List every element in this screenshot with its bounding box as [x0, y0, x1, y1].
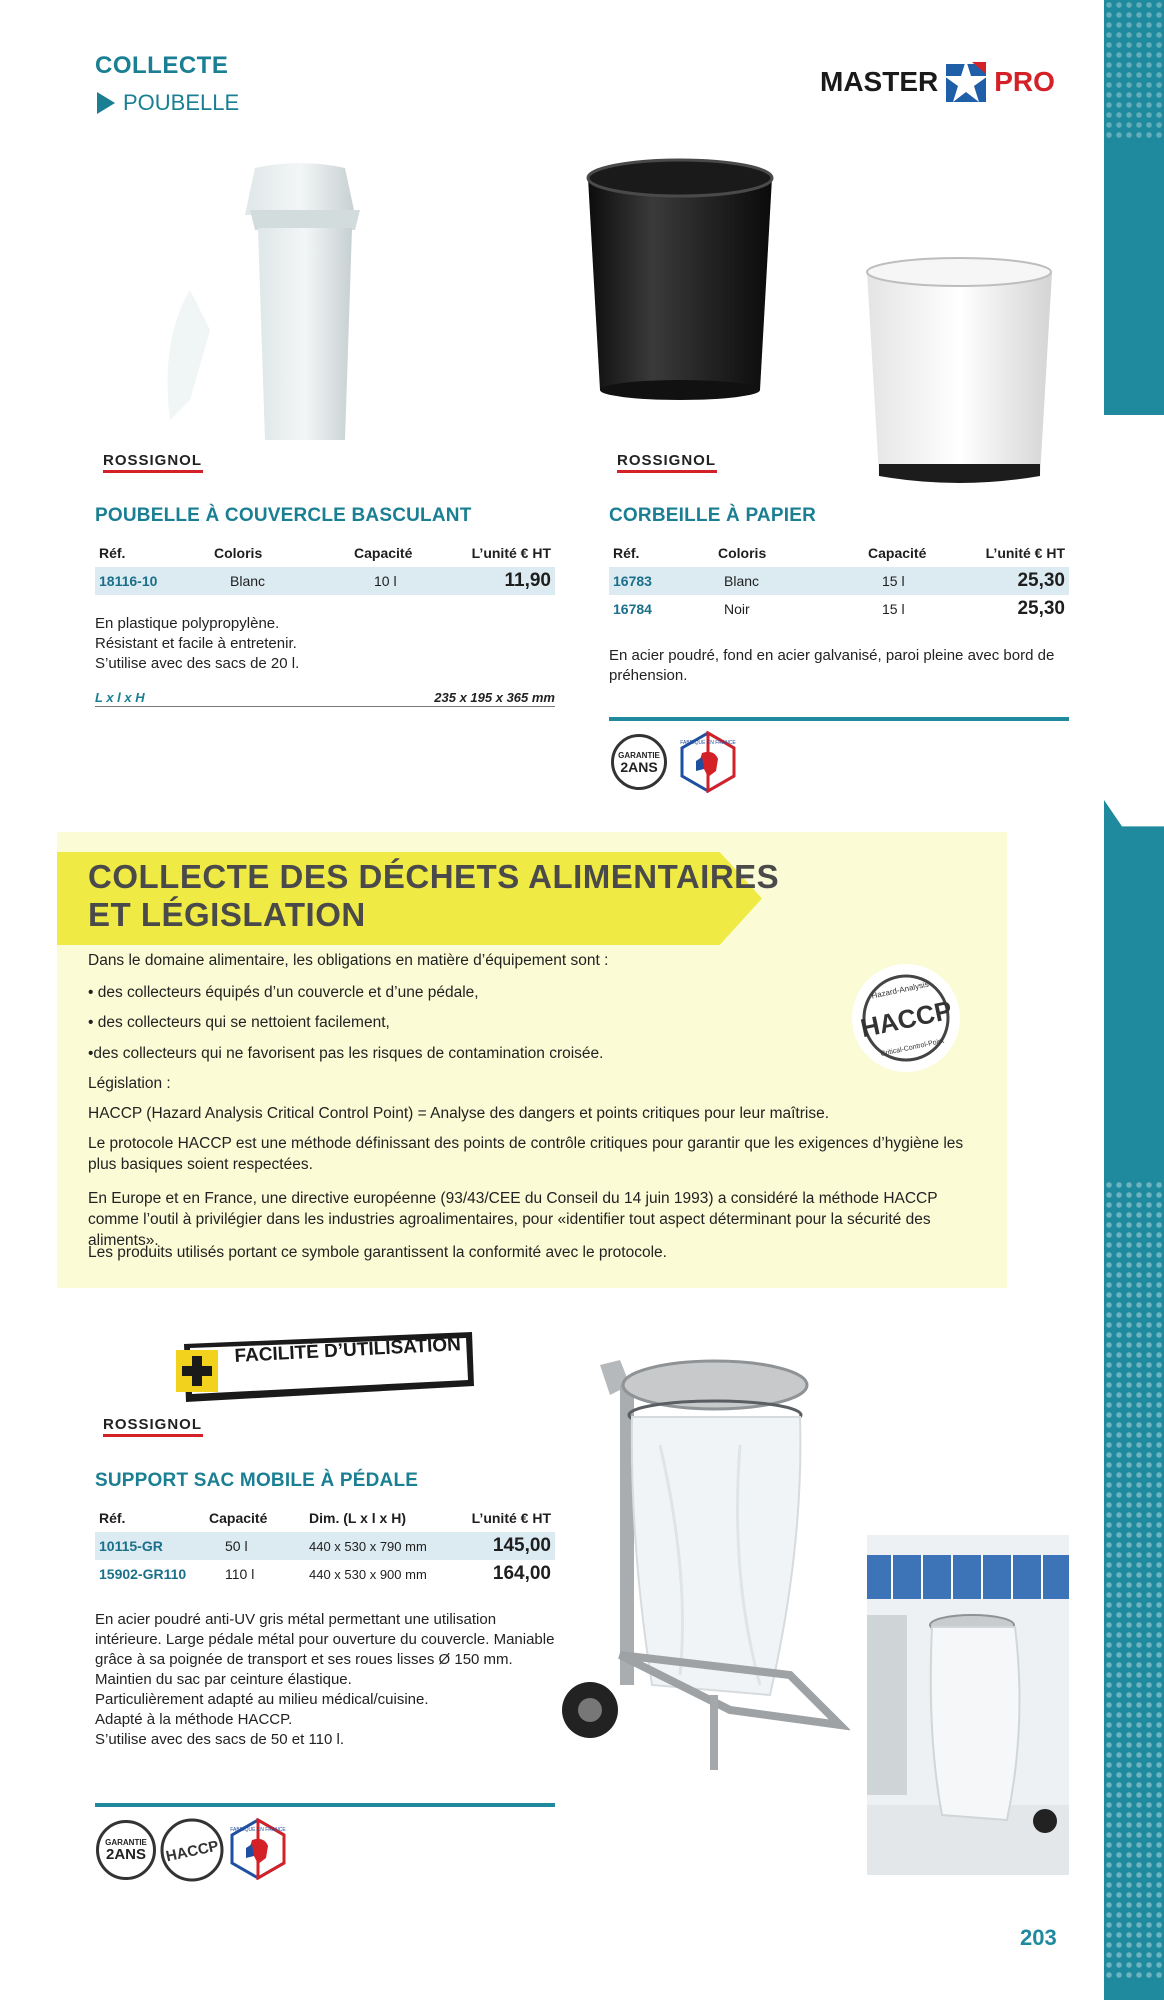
page-number: 203 [1020, 1925, 1057, 1950]
logo-master-text: MASTER [820, 66, 939, 97]
col-price: L’unité € HT [471, 545, 551, 561]
decorative-band-bottom [1104, 800, 1164, 2000]
cell-ref: 10115-GR [95, 1532, 205, 1560]
col-color: Coloris [214, 545, 263, 561]
warranty-years: 2ANS [105, 1846, 146, 1863]
panel-paragraph: En Europe et en France, une directive européenne (93/43/CEE du Conseil du 14 juin 1993) a considéré la méthode HACCP comme l’outil à privilégier dans les industries agroalimentaires, pour «identifier tout aspect déterminant pour la sécurité des aliments». [88, 1190, 938, 1249]
cell-capacity: 10 l [350, 567, 450, 595]
product-image-bin-swing-lid [150, 160, 460, 460]
desc-line: Particulièrement adapté au milieu médical/cuisine. [95, 1691, 429, 1708]
product2-title: CORBEILLE À PAPIER [609, 505, 816, 526]
desc-line: S’utilise avec des sacs de 20 l. [95, 655, 300, 672]
section-subtitle-label: POUBELLE [123, 90, 240, 115]
panel-paragraph: Les produits utilisés portant ce symbole garantissent la conformité avec le protocole. [88, 1244, 667, 1261]
panel-bullet: •des collecteurs qui ne favorisent pas les risques de contamination croisée. [88, 1045, 604, 1062]
haccp-label: HACCP [857, 994, 955, 1044]
brand-rossignol-1 [103, 452, 203, 473]
product-photo-in-context [867, 1535, 1069, 1875]
col-ref: Réf. [613, 545, 640, 561]
desc-line: Adapté à la méthode HACCP. [95, 1711, 293, 1728]
product3-description [95, 1610, 565, 1750]
desc-line: En acier poudré anti-UV gris métal permettant une utilisation [95, 1611, 497, 1628]
divider [609, 717, 1069, 721]
product3-title: SUPPORT SAC MOBILE À PÉDALE [95, 1470, 419, 1491]
product3-table [95, 1506, 555, 1588]
facilite-label: FACILITÉ D’UTILISATION [234, 1334, 462, 1367]
panel-intro: Dans le domaine alimentaire, les obligations en matière d’équipement sont : [88, 952, 609, 969]
desc-line: En plastique polypropylène. [95, 615, 280, 632]
cell-price: 164,00 [492, 1563, 551, 1584]
panel-title-line: ET LÉGISLATION [88, 896, 366, 933]
col-price: L’unité € HT [471, 1510, 551, 1526]
brand-label: ROSSIGNOL [103, 1416, 203, 1437]
col-ref: Réf. [99, 545, 126, 561]
cell-ref: 15902-GR110 [99, 1566, 187, 1582]
panel-title-line: COLLECTE DES DÉCHETS ALIMENTAIRES [88, 858, 780, 895]
cell-color: Blanc [210, 567, 350, 595]
brand-label: ROSSIGNOL [103, 452, 203, 473]
decorative-band-top [1104, 0, 1164, 415]
col-dimensions: Dim. (L x l x H) [309, 1510, 406, 1526]
table-row [95, 1532, 555, 1560]
desc-line: Maintien du sac par ceinture élastique. [95, 1671, 352, 1688]
haccp-badge-icon [850, 962, 962, 1074]
desc-line: grâce à sa poignée de transport et ses roues lisses Ø 150 mm. [95, 1651, 513, 1668]
made-in-france-label: FABRIQUÉ EN FRANCE [230, 1827, 286, 1833]
cell-capacity: 110 l [225, 1566, 255, 1582]
brand-rossignol-2 [617, 452, 717, 473]
logo-pro-text: PRO [994, 66, 1055, 97]
cell-color: Blanc [714, 567, 864, 595]
col-capacity: Capacité [354, 545, 413, 561]
cell-capacity: 15 l [864, 567, 974, 595]
panel-paragraph: Le protocole HACCP est une méthode définissant des points de contrôle critiques pour garantir que les exigences d’hygiène les plus basiques soient respectées. [88, 1135, 964, 1173]
table-row [95, 567, 555, 595]
product1-dimensions [95, 690, 555, 707]
brand-label: ROSSIGNOL [617, 452, 717, 473]
made-in-france-label: FABRIQUÉ EN FRANCE [680, 740, 736, 746]
product1-title: POUBELLE À COUVERCLE BASCULANT [95, 505, 472, 526]
desc-line: S’utilise avec des sacs de 50 et 110 l. [95, 1731, 345, 1748]
made-in-france-icon [228, 1818, 288, 1880]
desc-line: Résistant et facile à entretenir. [95, 635, 297, 652]
warranty-label: GARANTIE [618, 750, 660, 760]
cell-ref: 16784 [613, 601, 652, 617]
play-triangle-icon [97, 92, 115, 114]
cell-color: Noir [724, 601, 750, 617]
cell-capacity: 50 l [205, 1532, 305, 1560]
section-title: COLLECTE [95, 52, 229, 79]
warranty-years: 2ANS [620, 758, 658, 775]
warranty-badge [96, 1820, 156, 1880]
cell-capacity: 15 l [882, 601, 905, 617]
product1-table [95, 541, 555, 595]
cell-price: 25,30 [974, 567, 1069, 595]
panel-bullet: • des collecteurs équipés d’un couvercle et d’une pédale, [88, 984, 479, 1001]
haccp-small-icon [160, 1818, 224, 1882]
warranty-label: GARANTIE [105, 1838, 147, 1847]
table-row [609, 567, 1069, 595]
cell-dimensions: 440 x 530 x 900 mm [309, 1566, 427, 1582]
product-image-basket-black [580, 158, 780, 403]
cell-ref: 18116-10 [95, 567, 210, 595]
product2-table [609, 541, 1069, 623]
haccp-top-label: Hazard-Analysis [870, 979, 930, 1001]
product2-description: En acier poudré, fond en acier galvanisé, paroi pleine avec bord de préhension. [609, 647, 1055, 684]
brand-rossignol-3 [103, 1416, 203, 1437]
cell-price: 11,90 [450, 567, 555, 595]
made-in-france-icon [678, 731, 738, 793]
dims-value: 235 x 195 x 365 mm [434, 690, 555, 705]
panel-legislation: Législation : [88, 1075, 171, 1092]
product-image-bag-holder [560, 1355, 850, 1775]
desc-line: intérieure. Large pédale métal pour ouverture du couvercle. Maniable [95, 1631, 555, 1648]
masterpro-logo [820, 58, 1055, 106]
divider [95, 1803, 555, 1807]
product-image-basket-white [862, 254, 1057, 489]
haccp-small-label: HACCP [164, 1837, 221, 1866]
panel-haccp-definition: HACCP (Hazard Analysis Critical Control Point) = Analyse des dangers et points critiques pour leur maîtrise. [88, 1105, 830, 1122]
col-capacity: Capacité [868, 545, 927, 561]
cell-ref: 16783 [609, 567, 714, 595]
col-ref: Réf. [99, 1510, 126, 1526]
warranty-badge [611, 734, 667, 790]
panel-bullet: • des collecteurs qui se nettoient facilement, [88, 1014, 390, 1031]
table-row [95, 1560, 555, 1588]
cell-price: 25,30 [1017, 598, 1065, 619]
dims-label: L x l x H [95, 690, 145, 705]
col-color: Coloris [718, 545, 767, 561]
product1-description [95, 614, 299, 674]
table-row [609, 595, 1069, 623]
cell-price: 145,00 [455, 1532, 555, 1560]
info-panel-title [88, 858, 779, 934]
haccp-bottom-label: Critical-Control-Point [880, 1037, 945, 1058]
section-subtitle [97, 90, 239, 116]
cell-dimensions: 440 x 530 x 790 mm [305, 1532, 455, 1560]
col-capacity: Capacité [209, 1510, 268, 1526]
logo-star-icon [942, 58, 990, 106]
col-price: L’unité € HT [985, 545, 1065, 561]
